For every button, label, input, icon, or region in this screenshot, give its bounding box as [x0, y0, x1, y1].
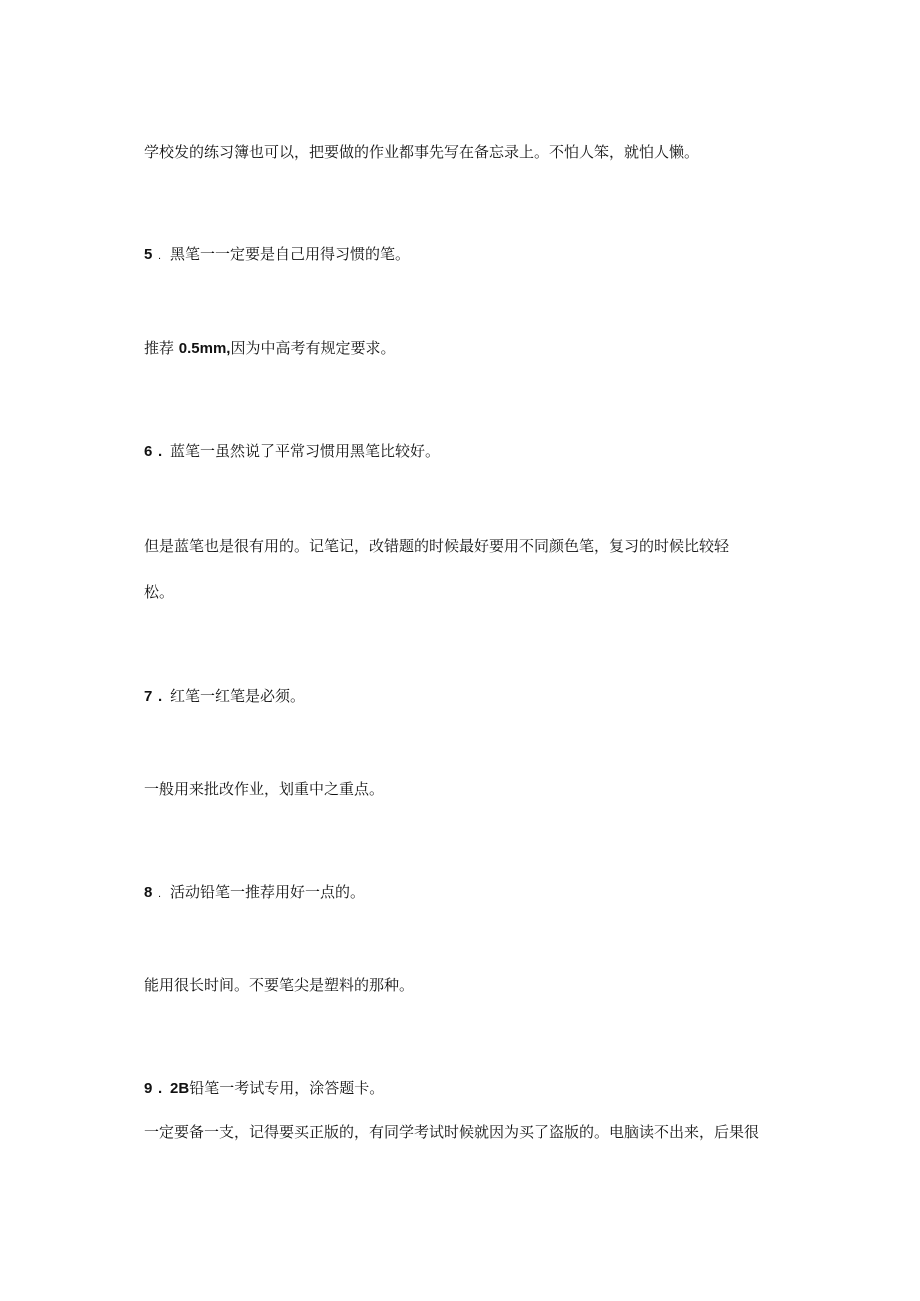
paragraph-text: 一定要备一支，记得要买正版的，有同学考试时候就因为买了盗版的。电脑读不出来，后果很 — [144, 1123, 760, 1141]
list-item-number: 9 — [144, 1080, 153, 1097]
list-item-separator: . — [158, 888, 162, 900]
list-item-separator: . — [158, 250, 162, 262]
list-item-blue-pen — [144, 441, 440, 462]
list-item-mechanical-pencil — [144, 882, 365, 904]
list-item-number: 8 — [144, 884, 153, 901]
list-item-separator: . — [158, 688, 163, 705]
list-item-text: 铅笔一考试专用，涂答题卡。 — [189, 1079, 385, 1097]
list-item-text: 黑笔一一定要是自己用得习惯的笔。 — [170, 245, 411, 263]
list-item-number: 7 — [144, 688, 153, 705]
list-item-separator: . — [158, 443, 163, 460]
paragraph-text: 但是蓝笔也是很有用的。记笔记，改错题的时候最好要用不同颜色笔，复习的时候比较轻 — [144, 537, 730, 555]
paragraph-text: 松。 — [144, 583, 175, 601]
paragraph-red-pen — [144, 779, 384, 799]
paragraph-blue-pen-line1 — [144, 536, 729, 556]
list-item-bold: 2B — [170, 1080, 190, 1097]
paragraph-recommend — [144, 338, 396, 359]
list-item-text: 活动铅笔一推荐用好一点的。 — [170, 883, 366, 901]
list-item-number: 5 — [144, 246, 153, 263]
paragraph-text-bold: 0.5mm, — [178, 340, 231, 357]
paragraph-notebook — [144, 142, 699, 162]
list-item-red-pen — [144, 686, 305, 707]
paragraph-2b-pencil — [144, 1122, 759, 1142]
list-item-2b-pencil — [144, 1078, 384, 1099]
paragraph-text-pre: 推荐 — [144, 339, 179, 357]
paragraph-blue-pen-line2 — [144, 582, 174, 602]
paragraph-text: 能用很长时间。不要笔尖是塑料的那种。 — [144, 976, 415, 994]
list-item-text: 蓝笔一虽然说了平常习惯用黑笔比较好。 — [170, 442, 441, 460]
paragraph-mechanical-pencil — [144, 975, 414, 995]
paragraph-text: 一般用来批改作业，划重中之重点。 — [144, 780, 385, 798]
list-item-number: 6 — [144, 443, 153, 460]
list-item-black-pen — [144, 244, 410, 266]
paragraph-text-post: 因为中高考有规定要求。 — [230, 339, 396, 357]
paragraph-text: 学校发的练习簿也可以，把要做的作业都事先写在备忘录上。不怕人笨，就怕人懒。 — [144, 143, 700, 161]
list-item-text: 红笔一红笔是必须。 — [170, 687, 306, 705]
list-item-separator: . — [158, 1080, 163, 1097]
